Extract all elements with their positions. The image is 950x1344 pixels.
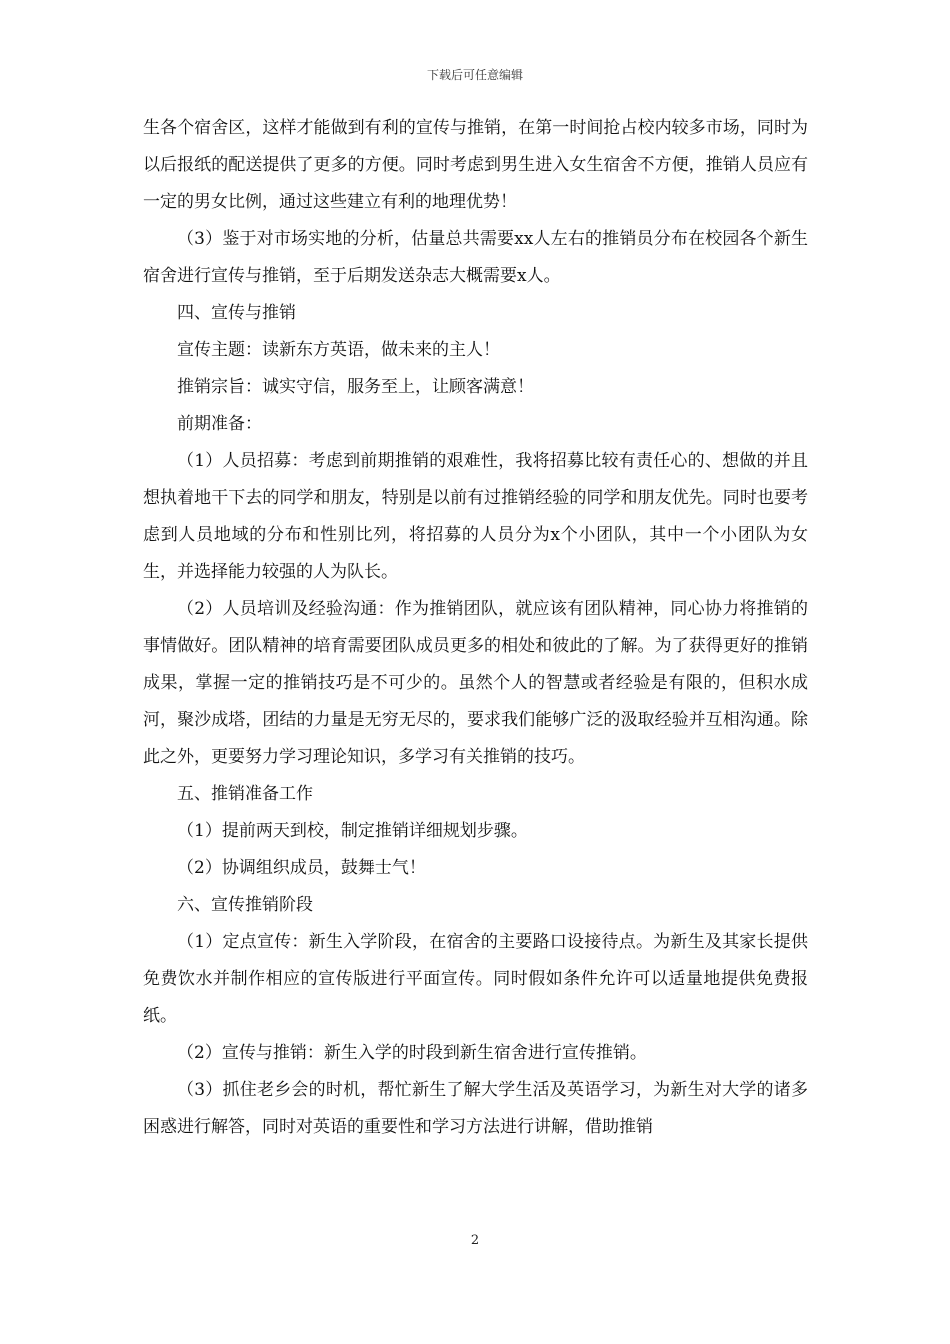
paragraph: （1）人员招募：考虑到前期推销的艰难性，我将招募比较有责任心的、想做的并且想执着地干下去的同学和朋友，特别是以前有过推销经验的同学和朋友优先。同时也要考虑到人员地域的分布和性别比列，将招募的人员分为x个小团队，其中一个小团队为女生，并选择能力较强的人为队长。 — [143, 451, 808, 582]
document-body — [143, 110, 808, 1146]
paragraph: 生各个宿舍区，这样才能做到有利的宣传与推销，在第一时间抢占校内较多市场，同时为以后报纸的配送提供了更多的方便。同时考虑到男生进入女生宿舍不方便，推销人员应有一定的男女比例，通过这些建立有利的地理优势！ — [143, 118, 808, 212]
paragraph: （3）鉴于对市场实地的分析，估量总共需要xx人左右的推销员分布在校园各个新生宿舍进行宣传与推销，至于后期发送杂志大概需要x人。 — [143, 229, 808, 286]
section-heading: 四、宣传与推销 — [177, 303, 296, 323]
paragraph: （2）协调组织成员，鼓舞士气！ — [177, 858, 426, 878]
paragraph: （1）定点宣传：新生入学阶段，在宿舍的主要路口设接待点。为新生及其家长提供免费饮水并制作相应的宣传版进行平面宣传。同时假如条件允许可以适量地提供免费报纸。 — [143, 932, 808, 1026]
paragraph: （2）人员培训及经验沟通：作为推销团队，就应该有团队精神，同心协力将推销的事情做好。团队精神的培育需要团队成员更多的相处和彼此的了解。为了获得更好的推销成果，掌握一定的推销技巧是不可少的。虽然个人的智慧或者经验是有限的，但积水成河，聚沙成塔，团结的力量是无穷无尽的，要求我们能够广泛的汲取经验并互相沟通。除此之外，更要努力学习理论知识，多学习有关推销的技巧。 — [143, 599, 808, 767]
section-heading: 六、宣传推销阶段 — [177, 895, 313, 915]
section-heading: 五、推销准备工作 — [177, 784, 313, 804]
page-number: 2 — [470, 1233, 480, 1248]
paragraph: 前期准备： — [177, 414, 262, 434]
page-header: 下载后可任意编辑 — [426, 68, 523, 82]
paragraph: （2）宣传与推销：新生入学的时段到新生宿舍进行宣传推销。 — [177, 1043, 647, 1063]
paragraph: 推销宗旨：诚实守信，服务至上，让顾客满意！ — [177, 377, 534, 397]
paragraph: （3）抓住老乡会的时机，帮忙新生了解大学生活及英语学习，为新生对大学的诸多困惑进行解答，同时对英语的重要性和学习方法进行讲解，借助推销 — [143, 1080, 808, 1137]
paragraph: （1）提前两天到校，制定推销详细规划步骤。 — [177, 821, 528, 841]
paragraph: 宣传主题：读新东方英语，做未来的主人！ — [177, 340, 500, 360]
